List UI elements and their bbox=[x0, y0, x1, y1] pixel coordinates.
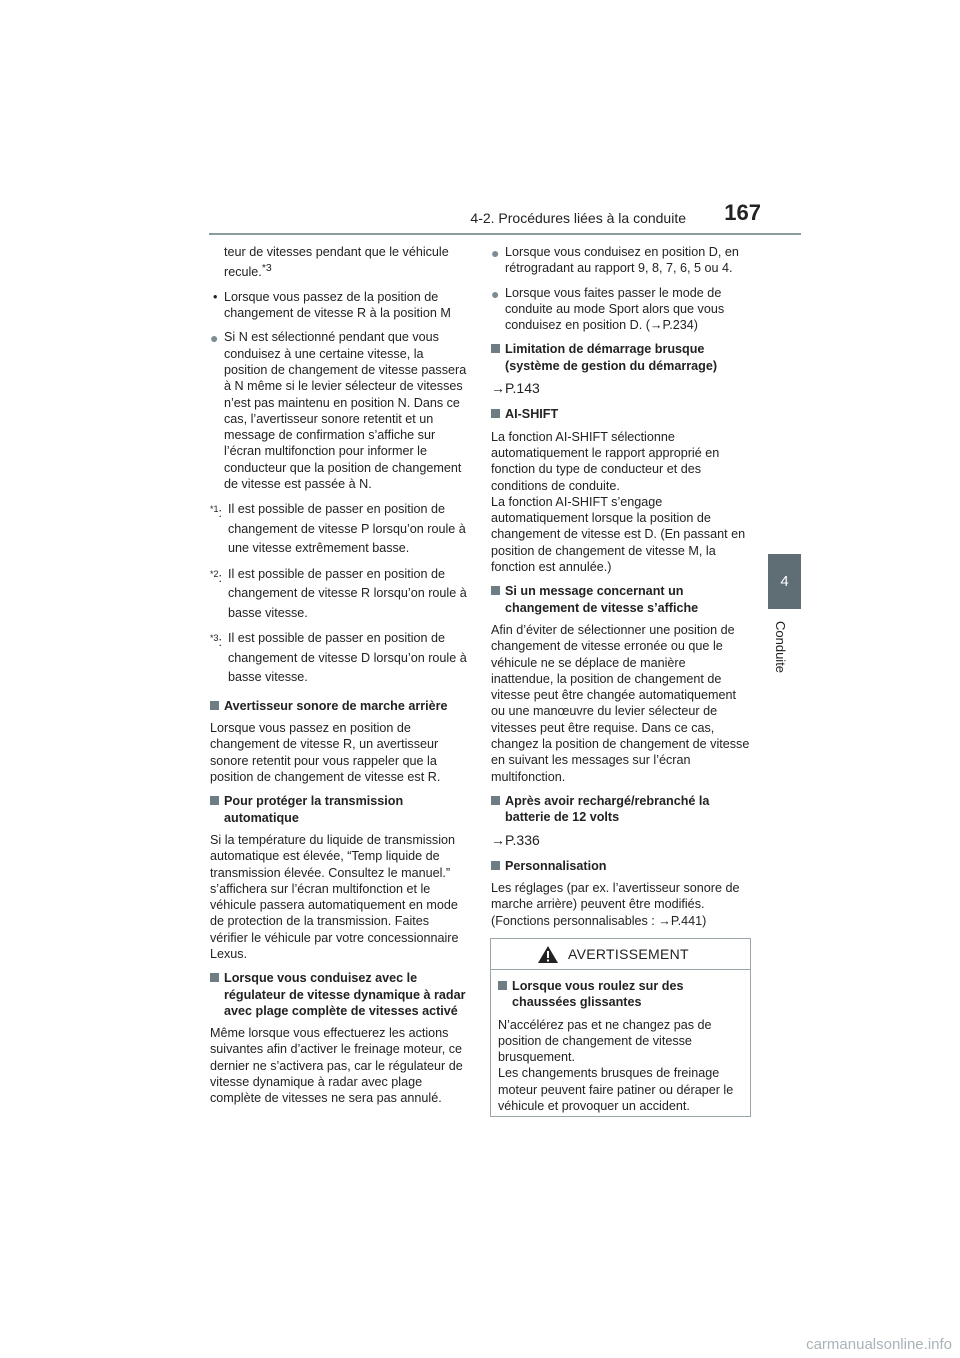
square-bullet-icon bbox=[491, 409, 500, 418]
square-bullet-icon bbox=[491, 796, 500, 805]
heading-reverse-buzzer: Avertisseur sonore de marche arrière bbox=[210, 698, 468, 714]
page-reference-link[interactable]: →P.336 bbox=[491, 831, 540, 848]
square-bullet-icon bbox=[210, 973, 219, 982]
warning-triangle-icon bbox=[537, 945, 559, 969]
paragraph-reverse: Lorsque vous passez en position de changement de vitesse R, un avertisseur sonore retentit pour vous rappeler que la position de changement de vitesse est R. bbox=[210, 721, 441, 785]
right-column bbox=[491, 244, 751, 937]
warning-body bbox=[491, 970, 750, 1114]
chapter-label: Conduite bbox=[773, 621, 788, 674]
warning-text-1: N’accélérez pas et ne changez pas de position de changement de vitesse brusquement. bbox=[498, 1017, 712, 1065]
paragraph-ai-shift-2: La fonction AI-SHIFT s’engage automatiquement lorsque la position de changement de vitesse est D. (En passant en position de changement de vitesse M, la fonction est annulée.) bbox=[491, 494, 746, 575]
bullet-item-sport: ● Lorsque vous faites passer le mode de conduite au mode Sport alors que vous conduisez en position D. (→P.234) bbox=[491, 285, 725, 333]
paragraph-shift-message: Afin d’éviter de sélectionner une position de changement de vitesse erronée ou que le véhicule ne se déplace de manière inattendue, la position de changement de vitesse peut être changée automatiquement ou une manœuvre du levier sélecteur de vitesses peut être requise. Dans ce cas, changez la position de changement de vitesse en suivant les messages sur l’écran multifonction. bbox=[491, 622, 750, 784]
bullet-dot-icon: ● bbox=[491, 285, 500, 302]
square-bullet-icon bbox=[491, 861, 500, 870]
page-header bbox=[209, 200, 801, 234]
continued-text: teur de vitesses pendant que le véhicule recule.$^{*3}$ bbox=[224, 245, 449, 280]
footnote-ref: *3 bbox=[261, 262, 272, 275]
footnote-1: $^{*1}$: Il est possible de passer en position de changement de vitesse P lorsqu’on roule à une vitesse extrêmement basse. bbox=[210, 502, 466, 556]
warning-heading: Lorsque vous roulez sur des chaussées glissantes bbox=[498, 978, 744, 1011]
footnote-2: $^{*2}$: Il est possible de passer en position de changement de vitesse R lorsqu’on roule à basse vitesse. bbox=[210, 566, 467, 620]
square-bullet-icon bbox=[491, 586, 500, 595]
header-rule bbox=[209, 233, 801, 235]
heading-shift-message: Si un message concernant un changement de vitesse s’affiche bbox=[491, 583, 751, 616]
warning-box bbox=[490, 938, 751, 1117]
chapter-tab[interactable]: 4 bbox=[768, 554, 801, 609]
section-title: 4-2. Procédures liées à la conduite bbox=[470, 210, 686, 226]
paragraph-ai-shift-1: La fonction AI-SHIFT sélectionne automatiquement le rapport approprié en fonction du type de conducteur et des conditions de conduite. bbox=[491, 429, 720, 493]
heading-battery: Après avoir rechargé/rebranché la batterie de 12 volts bbox=[491, 793, 751, 826]
page-number: 167 bbox=[724, 200, 761, 225]
footnote-mark: *2 bbox=[210, 568, 219, 579]
square-bullet-icon bbox=[210, 796, 219, 805]
footnote-3: $^{*3}$: Il est possible de passer en position de changement de vitesse D lorsqu’on roule à basse vitesse. bbox=[210, 631, 467, 685]
dash-item: • Lorsque vous passez de la position de changement de vitesse R à la position M bbox=[213, 289, 451, 321]
paragraph-radar: Même lorsque vous effectuerez les actions suivantes afin d’activer le freinage moteur, ce dernier ne s’activera pas, car le régulateur de vitesse dynamique à radar avec plage complète de vitesses ne sera pas annulé. bbox=[210, 1026, 463, 1106]
heading-protect-transmission: Pour protéger la transmission automatique bbox=[210, 793, 468, 826]
footnote-mark: *3 bbox=[210, 633, 219, 644]
heading-radar-cruise: Lorsque vous conduisez avec le régulateur de vitesse dynamique à radar avec plage complète de vitesses activé bbox=[210, 970, 468, 1019]
footnote-mark: *1 bbox=[210, 504, 219, 515]
paragraph-personalization: Les réglages (par ex. l’avertisseur sonore de marche arrière) peuvent être modifiés. (Fonctions personnalisables : →P.441) bbox=[491, 881, 740, 928]
heading-ai-shift: AI-SHIFT bbox=[491, 406, 751, 422]
bullet-item-drive: ● Lorsque vous conduisez en position D, en rétrogradant au rapport 9, 8, 7, 6, 5 ou 4. bbox=[491, 245, 739, 276]
paragraph-protect: Si la température du liquide de transmission automatique est élevée, “Temp liquide de transmission élevée. Consultez le manuel.” s’affichera sur l’écran multifonction et le véhicule passera automatiquement en mode de protection de la transmission. Faites vérifier le véhicule par votre concessionnaire Lexus. bbox=[210, 832, 459, 961]
dash-marker: • bbox=[213, 289, 218, 304]
warning-text-2: Les changements brusques de freinage moteur peuvent faire patiner ou déraper le véhicule et provoquer un accident. bbox=[498, 1066, 734, 1114]
square-bullet-icon bbox=[210, 701, 219, 710]
square-bullet-icon bbox=[491, 344, 500, 353]
page-reference-link[interactable]: →P.143 bbox=[491, 380, 540, 397]
bullet-dot-icon: ● bbox=[491, 245, 500, 261]
square-bullet-icon bbox=[498, 981, 507, 990]
bullet-dot-icon: ● bbox=[210, 330, 219, 347]
left-column bbox=[210, 244, 468, 1115]
bullet-item-neutral: ● Si N est sélectionné pendant que vous conduisez à une certaine vitesse, la position de changement de vitesse passera à N même si le levier sélecteur de vitesses n’est pas maintenu en position N. Dans ce cas, l’avertisseur sonore retentit et un message de confirmation s’affiche sur l’écran multifonction pour informer le conducteur que la position de changement de vitesse est passée à N. bbox=[210, 330, 467, 492]
warning-title: AVERTISSEMENT bbox=[568, 946, 689, 962]
warning-header bbox=[491, 939, 750, 970]
heading-personalization: Personnalisation bbox=[491, 858, 751, 874]
heading-start-limit: Limitation de démarrage brusque (système de gestion du démarrage) bbox=[491, 341, 751, 374]
watermark: carmanualsonline.info bbox=[806, 1336, 952, 1353]
